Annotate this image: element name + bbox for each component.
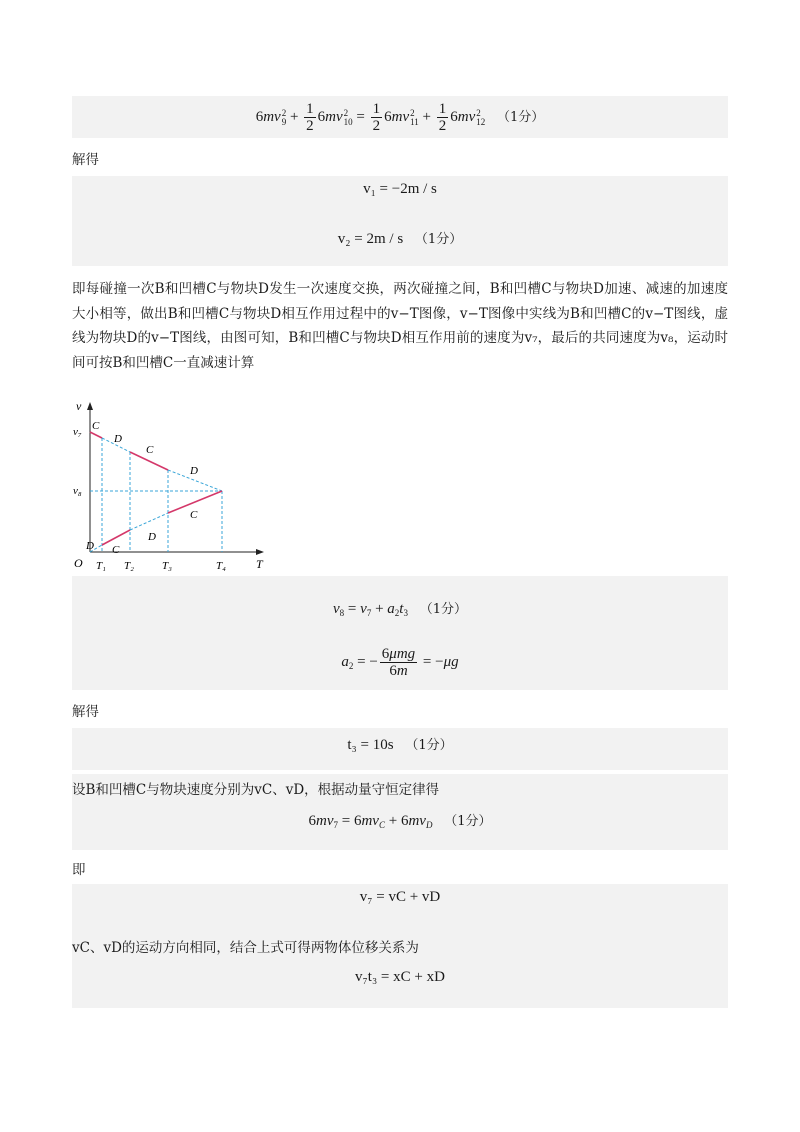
equation-vsum: v₇ = vC + vD bbox=[359, 889, 441, 905]
equation-v8: $v_8 = v_7 + a_2t_3$ （1分） bbox=[333, 601, 467, 618]
label-ji: 即 bbox=[72, 862, 86, 878]
label-C-1: C bbox=[92, 420, 100, 432]
label-D-1: D bbox=[114, 433, 122, 445]
equation-box-momentum bbox=[72, 774, 728, 850]
label-C-4: C bbox=[112, 544, 120, 556]
label-D-4: D bbox=[86, 540, 94, 552]
score-mark: （1分） bbox=[414, 232, 463, 247]
tick-T3: T₃ bbox=[162, 560, 172, 572]
solve-label: 解得 bbox=[72, 152, 99, 168]
tick-T1: T₁ bbox=[96, 560, 106, 572]
equation-t3: t₃ = 10s （1分） bbox=[347, 737, 453, 753]
equation-box-t3 bbox=[72, 728, 728, 770]
solid-C-upper-1 bbox=[90, 432, 102, 438]
equation-a2: $a_2$ = − $\frac{\text{6μmg}}{6m}$ = −μg bbox=[341, 646, 459, 679]
explanation-paragraph: 即每碰撞一次B和凹槽C与物块D发生一次速度交换，两次碰撞之间，B和凹槽C与物块D加速、减速的加速度大小相等，做出B和凹槽C与物块D相互作用过程中的v−T图像，v−T图像中实线为B和凹槽C的v−T图线，虚线为物块D的v−T图线，由图可知，B和凹槽C与物块D相互作用前的速度为v₇，最后的共同速度为v₈，运动时间可按B和凹槽C一直减速计算 bbox=[72, 281, 728, 371]
label-D-3: D bbox=[148, 531, 156, 543]
tick-v8: v₈ bbox=[73, 485, 82, 497]
label-D-2: D bbox=[190, 465, 198, 477]
v-t-graph-svg bbox=[72, 400, 266, 574]
equation-momentum: $6mv_7 = 6mv_C + 6mv_D$ （1分） bbox=[308, 813, 492, 830]
origin-label: O bbox=[74, 556, 83, 570]
tick-v7: v₇ bbox=[73, 426, 82, 438]
score-mark: （1分） bbox=[405, 738, 453, 753]
equation-xsum: v₇t₃ = xC + xD bbox=[355, 969, 445, 985]
dashed-D-lower-2 bbox=[130, 513, 168, 530]
tick-T2: T₂ bbox=[124, 560, 134, 572]
equation-v1: v₁ = −2m / s bbox=[363, 181, 437, 197]
equation-box-v8 bbox=[72, 576, 728, 690]
axis-label-v: v bbox=[76, 400, 82, 413]
label-C-2: C bbox=[146, 444, 154, 456]
axis-label-T: T bbox=[256, 557, 263, 571]
equation-box-velocities bbox=[72, 176, 728, 266]
score-mark: （1分） bbox=[497, 109, 545, 125]
solid-C-lower-1 bbox=[102, 530, 130, 545]
equation-box-displacement bbox=[72, 884, 728, 1008]
y-axis-arrow bbox=[87, 402, 93, 410]
tick-T4: T₄ bbox=[216, 560, 226, 572]
score-mark: （1分） bbox=[419, 602, 467, 617]
equation-box-momentum-energy bbox=[72, 96, 728, 138]
equation-energy: 6mv2 9 + $\frac{1}{2}$ 6mv2 10 = $\frac{1}{2}$ 6mv2 11 + $\frac{1}{2}$ 6mv2 12 （1分） bbox=[255, 101, 545, 134]
score-mark: （1分） bbox=[444, 814, 492, 829]
direction-line: vC、vD的运动方向相同，结合上式可得两物体位移关系为 bbox=[72, 940, 419, 956]
equation-v2: v₂ = 2m / s （1分） bbox=[337, 231, 463, 247]
set-velocities-line: 设B和凹槽C与物块速度分别为vC、vD，根据动量守恒定律得 bbox=[72, 782, 440, 798]
x-axis-arrow bbox=[256, 549, 264, 555]
v-t-graph bbox=[72, 400, 266, 574]
label-C-3: C bbox=[190, 509, 198, 521]
solve-label: 解得 bbox=[72, 704, 99, 720]
